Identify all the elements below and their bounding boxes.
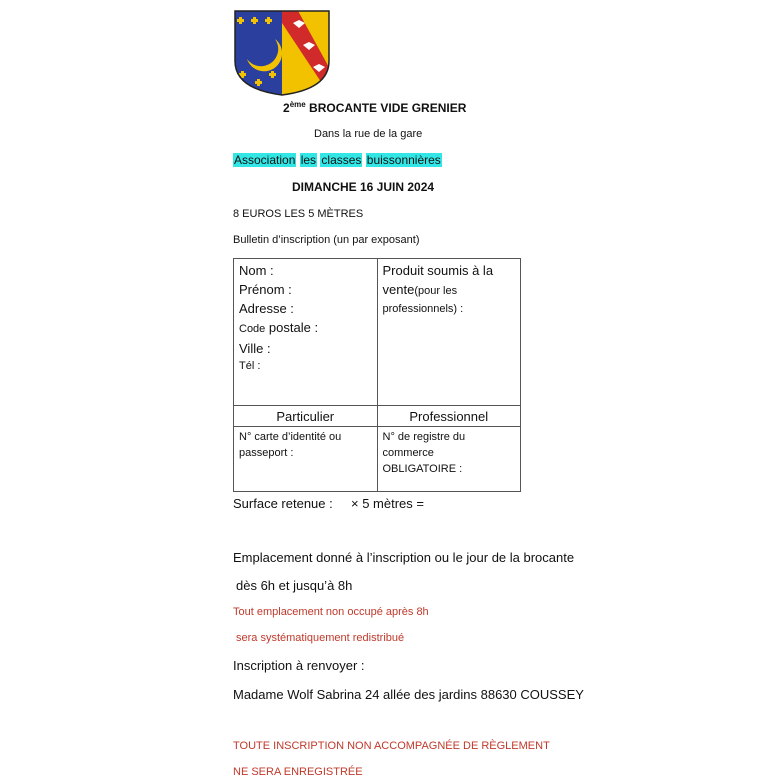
registration-form-table bbox=[233, 258, 521, 492]
id-card-field[interactable]: N° carte d’identité ou passeport : bbox=[234, 427, 378, 492]
final-warning-line1: TOUTE INSCRIPTION NON ACCOMPAGNÉE DE RÈGLEMENT bbox=[233, 740, 550, 752]
code-postal-field[interactable]: Code postale : bbox=[239, 320, 319, 335]
bulletin-title: Bulletin d’inscription (un par exposant) bbox=[233, 234, 420, 246]
trade-register-field[interactable] bbox=[377, 427, 521, 492]
warning-line2: sera systématiquement redistribué bbox=[236, 632, 405, 644]
products-label-line1: Produit soumis à la bbox=[382, 263, 494, 278]
col-professionnel-header: Professionnel bbox=[377, 406, 521, 427]
adresse-field[interactable]: Adresse : bbox=[239, 301, 294, 316]
send-to-label: Inscription à renvoyer : bbox=[233, 658, 365, 673]
price-text: 8 EUROS LES 5 MÈTRES bbox=[233, 208, 364, 220]
event-date: DIMANCHE 16 JUIN 2024 bbox=[292, 180, 435, 194]
surface-multiplier: × 5 mètres = bbox=[351, 496, 424, 511]
warning-line1: Tout emplacement non occupé après 8h bbox=[233, 606, 429, 618]
hours-text: dès 6h et jusqu’à 8h bbox=[236, 578, 353, 593]
prenom-field[interactable]: Prénom : bbox=[239, 282, 292, 297]
products-cell[interactable] bbox=[377, 259, 521, 406]
ville-field[interactable]: Ville : bbox=[239, 341, 271, 356]
location-text: Dans la rue de la gare bbox=[314, 128, 423, 140]
trade-register-label: N° de registre du commerce bbox=[382, 431, 466, 459]
products-label-line3: professionnels) : bbox=[382, 303, 464, 315]
document-title: 2ème BROCANTE VIDE GRENIER bbox=[283, 100, 467, 115]
emplacement-text: Emplacement donné à l’inscription ou le jour de la brocante bbox=[233, 550, 575, 565]
trade-register-required: OBLIGATOIRE : bbox=[382, 463, 463, 475]
final-warning-line2: NE SERA ENREGISTRÉE bbox=[233, 766, 363, 778]
nom-field[interactable]: Nom : bbox=[239, 263, 274, 278]
products-label-line2: vente(pour les bbox=[382, 282, 458, 297]
surface-label: Surface retenue : bbox=[233, 496, 333, 511]
tel-field[interactable]: Tél : bbox=[239, 360, 261, 372]
coat-of-arms-logo bbox=[233, 9, 331, 97]
association-name: Association les classes buissonnières bbox=[234, 153, 441, 167]
col-particulier-header: Particulier bbox=[234, 406, 378, 427]
postal-address: Madame Wolf Sabrina 24 allée des jardins 88630 COUSSEY bbox=[233, 687, 584, 702]
personal-info-cell bbox=[234, 259, 378, 406]
